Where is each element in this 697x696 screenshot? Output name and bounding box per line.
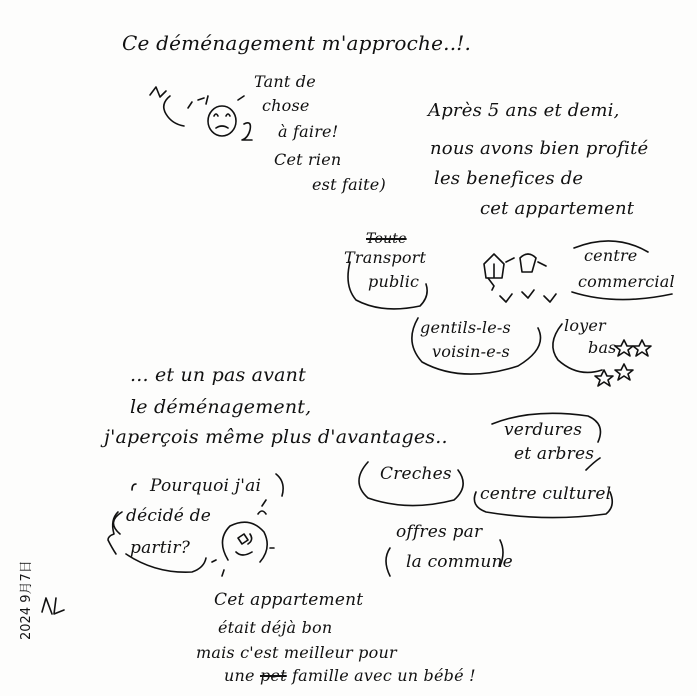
star-icon [615,340,633,356]
intro-future-line-2: le déménagement, [130,396,312,418]
intro-future-line-3: j'aperçois même plus d'avantages.. [104,426,448,448]
face-eyes [214,114,230,116]
confused-face-icon [222,522,267,562]
pen-mark [150,87,166,97]
intro-past-line-2: nous avons bien profité [430,138,649,159]
benefit-greenery-1: verdures [504,420,583,440]
benefit-transport-2: public [368,272,420,291]
benefit-commune-2: la commune [406,552,513,572]
benefit-greenery-2: et arbres [514,444,595,464]
conclusion-line-2: était déjà bon [218,618,333,637]
signature-date: 2024 9月7日 [19,560,34,640]
conclusion-line-4 [224,668,476,684]
conclusion-line-4-rest: famille avec un bébé ! [292,666,476,685]
benefit-centre-2: commercial [578,272,675,291]
conclusion-line-3: mais c'est meilleur pour [196,643,397,662]
intro-past-line-1: Après 5 ans et demi, [428,100,620,121]
thought-swirl-left [164,96,184,126]
house-doodle-marks [506,254,546,272]
benefit-rent-1: loyer [564,316,606,335]
question-line-2: décidé de [126,506,211,526]
worried-line-4: Cet rien [274,150,342,169]
benefit-centre-1: centre [584,246,638,265]
benefit-neighbours-1: gentils-le-s [420,318,511,337]
conclusion-line-4-prefix: une [224,666,255,685]
crossed-word: Toute [366,231,407,247]
star-icon-4 [615,364,633,380]
star-icon-2 [633,340,651,356]
check-marks-icon [488,278,556,302]
worried-face-icon [208,106,236,136]
benefit-creches: Creches [380,464,452,484]
question-brace [108,512,118,554]
benefit-culture: centre culturel [480,484,612,504]
page-heading: Ce déménagement m'approche..!. [122,31,472,55]
worried-line-1: Tant de [254,72,316,91]
question-line-3: partir? [130,538,191,558]
conclusion-crossed-word: pet [259,666,287,685]
intro-past-line-4: cet appartement [480,198,635,219]
intro-past-line-3: les benefices de [434,168,584,189]
stress-marks [188,96,244,108]
confused-sweat [212,500,274,576]
intro-future-line-1: ... et un pas avant [130,364,306,386]
centre-arc-bottom [572,292,672,300]
benefit-rent-2: bas [588,338,617,357]
worried-line-3: à faire! [278,122,339,141]
question-line-1: Pourquoi j'ai [150,476,262,496]
swirl-right [242,123,252,140]
benefit-transport-1: Transport [344,248,427,267]
confused-face-scribble [236,534,252,555]
house-doodle-icon [484,254,504,278]
face-mouth [216,126,228,128]
benefit-neighbours-2: voisin-e-s [432,342,510,361]
worried-line-5: est faite) [312,175,386,194]
star-icon-3 [595,370,613,386]
worried-line-2: chose [262,96,310,115]
benefit-commune-1: offres par [396,522,483,542]
commune-bracket-left [386,548,390,576]
conclusion-line-1: Cet appartement [214,590,364,610]
